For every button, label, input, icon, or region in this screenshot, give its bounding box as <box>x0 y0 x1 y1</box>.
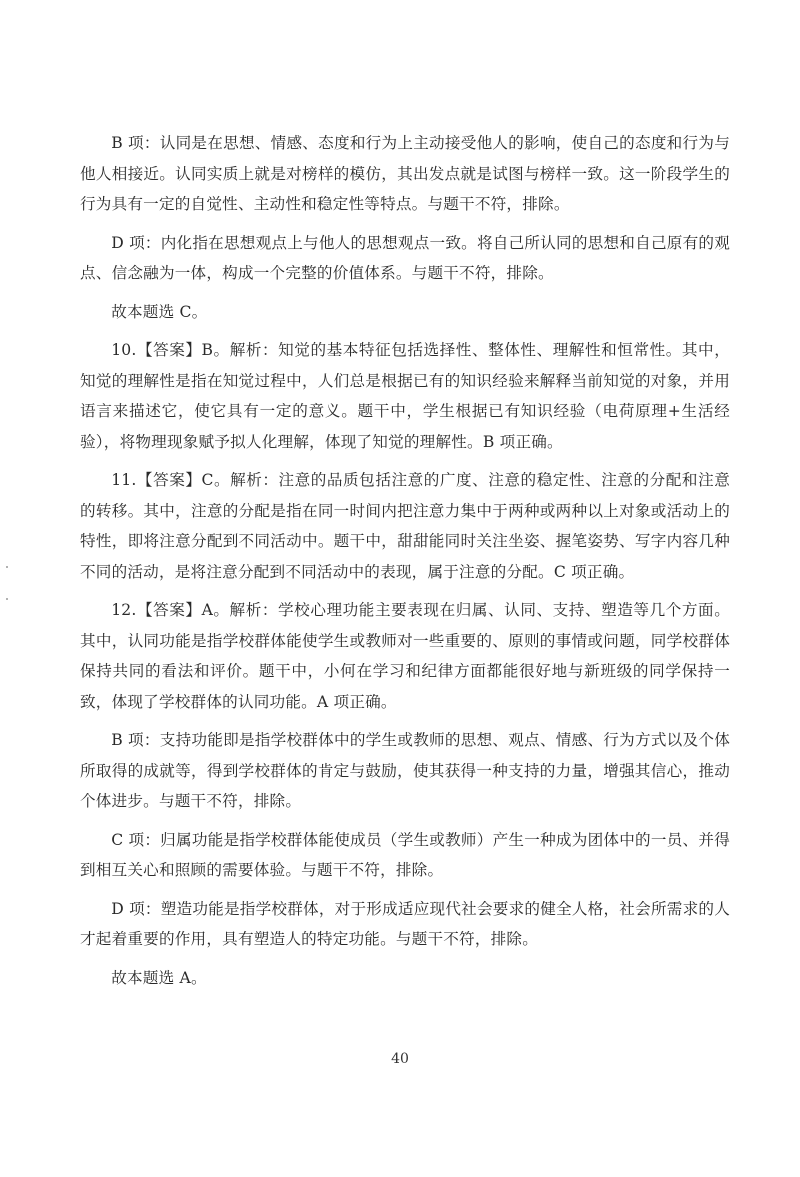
paragraph-question-10: 10.【答案】B。解析：知觉的基本特征包括选择性、整体性、理解性和恒常性。其中，知觉的理解性是指在知觉过程中，人们总是根据已有的知识经验来解释当前知觉的对象，并用语言来描述它，使它具有一定的意义。题干中，学生根据已有知识经验（电荷原理+生活经验），将物理现象赋予拟人化理解，体现了知觉的理解性。B 项正确。 <box>80 341 730 451</box>
paragraph-option-d-shaping: D 项：塑造功能是指学校群体，对于形成适应现代社会要求的健全人格，社会所需求的人才起着重要的作用，具有塑造人的特定功能。与题干不符，排除。 <box>80 899 730 948</box>
page-number: 40 <box>391 1051 409 1067</box>
answer-explanations <box>80 128 730 1001</box>
scan-speck-mark <box>6 566 8 568</box>
paragraph-option-d-internalization: D 项：内化指在思想观点上与他人的思想观点一致。将自己所认同的思想和自己原有的观点、信念融为一体，构成一个完整的价值体系。与题干不符，排除。 <box>80 233 730 282</box>
paragraph-question-11: 11.【答案】C。解析：注意的品质包括注意的广度、注意的稳定性、注意的分配和注意的转移。其中，注意的分配是指在同一时间内把注意力集中于两种或两种以上对象或活动上的特性，即将注意分配到不同活动中。题干中，甜甜能同时关注坐姿、握笔姿势、写字内容几种不同的活动，是将注意分配到不同活动中的表现，属于注意的分配。C 项正确。 <box>80 471 730 581</box>
paragraph-option-b-support: B 项：支持功能即是指学校群体中的学生或教师的思想、观点、情感、行为方式以及个体所取得的成就等，得到学校群体的肯定与鼓励，使其获得一种支持的力量，增强其信心，推动个体进步。与题干不符，排除。 <box>80 731 730 810</box>
paragraph-question-12: 12.【答案】A。解析：学校心理功能主要表现在归属、认同、支持、塑造等几个方面。其中，认同功能是指学校群体能使学生或教师对一些重要的、原则的事情或问题，同学校群体保持共同的看法和评价。题干中，小何在学习和纪律方面都能很好地与新班级的同学保持一致，体现了学校群体的认同功能。A 项正确。 <box>80 601 730 711</box>
paragraph-conclusion-a: 故本题选 A。 <box>111 968 207 987</box>
paragraph-option-b-identification: B 项：认同是在思想、情感、态度和行为上主动接受他人的影响，使自己的态度和行为与他人相接近。认同实质上就是对榜样的模仿，其出发点就是试图与榜样一致。这一阶段学生的行为具有一定的自觉性、主动性和稳定性等特点。与题干不符，排除。 <box>80 134 730 213</box>
scan-speck-mark <box>6 598 8 600</box>
paragraph-option-c-belonging: C 项：归属功能是指学校群体能使成员（学生或教师）产生一种成为团体中的一员、并得到相互关心和照顾的需要体验。与题干不符，排除。 <box>80 830 730 879</box>
paragraph-conclusion-c: 故本题选 C。 <box>111 302 208 321</box>
